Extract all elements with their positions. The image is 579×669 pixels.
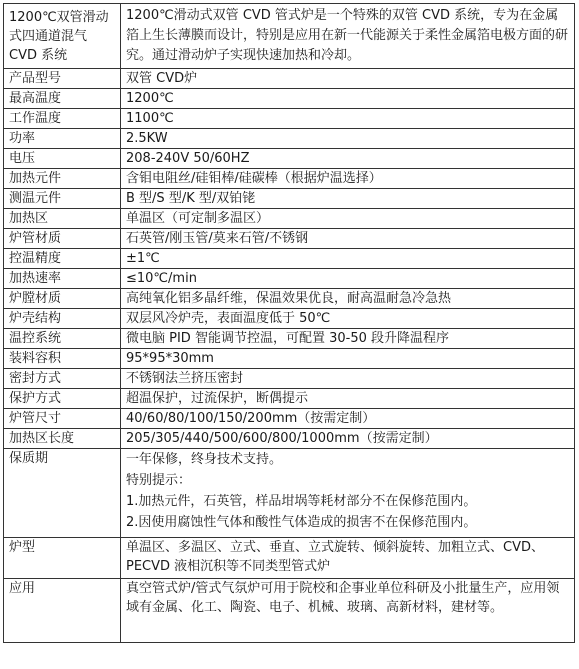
table-row-application (4, 579, 575, 643)
spec-value: 微电脑 PID 智能调节控温，可配置 30-50 段升降温程序 (121, 329, 575, 349)
spec-label: 装料容积 (4, 349, 121, 369)
warranty-label: 保质期 (4, 449, 121, 538)
table-row (4, 109, 575, 129)
spec-value: B 型/S 型/K 型/双铂铑 (121, 189, 575, 209)
product-description-cell: 1200℃滑动式双管 CVD 管式炉是一个特殊的双管 CVD 系统，专为在金属箔上生长薄膜而设计，特别是应用在新一代能源关于柔性金属箔电极方面的研究。通过滑动炉子实现快速加热和冷却。 (121, 4, 575, 69)
warranty-line-3: 1.加热元件，石英管，样品坩埚等耗材部分不在保修范围内。 (126, 494, 477, 509)
spec-value: ±1℃ (121, 249, 575, 269)
table-row (4, 349, 575, 369)
spec-value: 不锈钢法兰挤压密封 (121, 369, 575, 389)
spec-value: 高纯氧化铝多晶纤维，保温效果优良，耐高温耐急冷急热 (121, 289, 575, 309)
table-row (4, 269, 575, 289)
spec-label: 加热速率 (4, 269, 121, 289)
spec-label: 电压 (4, 149, 121, 169)
spec-value: 95*95*30mm (121, 349, 575, 369)
spec-value: 双管 CVD炉 (121, 69, 575, 89)
spec-label: 最高温度 (4, 89, 121, 109)
spec-value: ≤10℃/min (121, 269, 575, 289)
warranty-line-2: 特别提示： (126, 473, 192, 488)
table-row (4, 229, 575, 249)
application-value: 真空管式炉/管式气氛炉可用于院校和企事业单位科研及小批量生产，应用领域有金属、化工、陶瓷、电子、机械、玻璃、高新材料，建材等。 (121, 579, 575, 643)
table-row (4, 129, 575, 149)
spec-label: 加热区长度 (4, 429, 121, 449)
table-row (4, 429, 575, 449)
table-row (4, 409, 575, 429)
spec-label: 加热元件 (4, 169, 121, 189)
table-row (4, 249, 575, 269)
spec-value: 1200℃ (121, 89, 575, 109)
spec-value: 1100℃ (121, 109, 575, 129)
table-row (4, 169, 575, 189)
spec-label: 炉管材质 (4, 229, 121, 249)
spec-value: 超温保护，过流保护，断偶提示 (121, 389, 575, 409)
spec-label: 炉管尺寸 (4, 409, 121, 429)
table-row (4, 309, 575, 329)
table-row (4, 189, 575, 209)
spec-value: 205/305/440/500/600/800/1000mm（按需定制） (121, 429, 575, 449)
spec-label: 炉膛材质 (4, 289, 121, 309)
table-row (4, 289, 575, 309)
spec-table-body (4, 4, 575, 643)
spec-value: 40/60/80/100/150/200mm（按需定制） (121, 409, 575, 429)
spec-label: 产品型号 (4, 69, 121, 89)
spec-value: 双层风冷炉壳，表面温度低于 50℃ (121, 309, 575, 329)
warranty-line-4: 2.因使用腐蚀性气体和酸性气体造成的损害不在保修范围内。 (126, 515, 477, 530)
table-row (4, 149, 575, 169)
table-row (4, 209, 575, 229)
spec-value: 含钼电阻丝/硅钼棒/硅碳棒（根据炉温选择） (121, 169, 575, 189)
table-row-furnace-type (4, 538, 575, 579)
spec-value: 单温区（可定制多温区） (121, 209, 575, 229)
spec-label: 保护方式 (4, 389, 121, 409)
spec-value: 208-240V 50/60HZ (121, 149, 575, 169)
furnace-type-label: 炉型 (4, 538, 121, 579)
spec-label: 炉壳结构 (4, 309, 121, 329)
furnace-type-value: 单温区、多温区、立式、垂直、立式旋转、倾斜旋转、加粗立式、CVD、PECVD 液相沉积等不同类型管式炉 (121, 538, 575, 579)
spec-value: 2.5KW (121, 129, 575, 149)
warranty-value (121, 449, 575, 538)
table-row (4, 69, 575, 89)
spec-label: 工作温度 (4, 109, 121, 129)
spec-value: 石英管/刚玉管/莫来石管/不锈钢 (121, 229, 575, 249)
spec-label: 加热区 (4, 209, 121, 229)
spec-table (3, 3, 575, 643)
table-row (4, 89, 575, 109)
spec-label: 功率 (4, 129, 121, 149)
spec-label: 密封方式 (4, 369, 121, 389)
spec-label: 控温精度 (4, 249, 121, 269)
table-row-title (4, 4, 575, 69)
warranty-line-1: 一年保修，终身技术支持。 (126, 452, 283, 467)
spec-label: 温控系统 (4, 329, 121, 349)
application-label: 应用 (4, 579, 121, 643)
table-row (4, 369, 575, 389)
table-row (4, 389, 575, 409)
table-row (4, 329, 575, 349)
product-name-cell: 1200℃双管滑动式四通道混气 CVD 系统 (4, 4, 121, 69)
table-row-warranty (4, 449, 575, 538)
spec-label: 测温元件 (4, 189, 121, 209)
